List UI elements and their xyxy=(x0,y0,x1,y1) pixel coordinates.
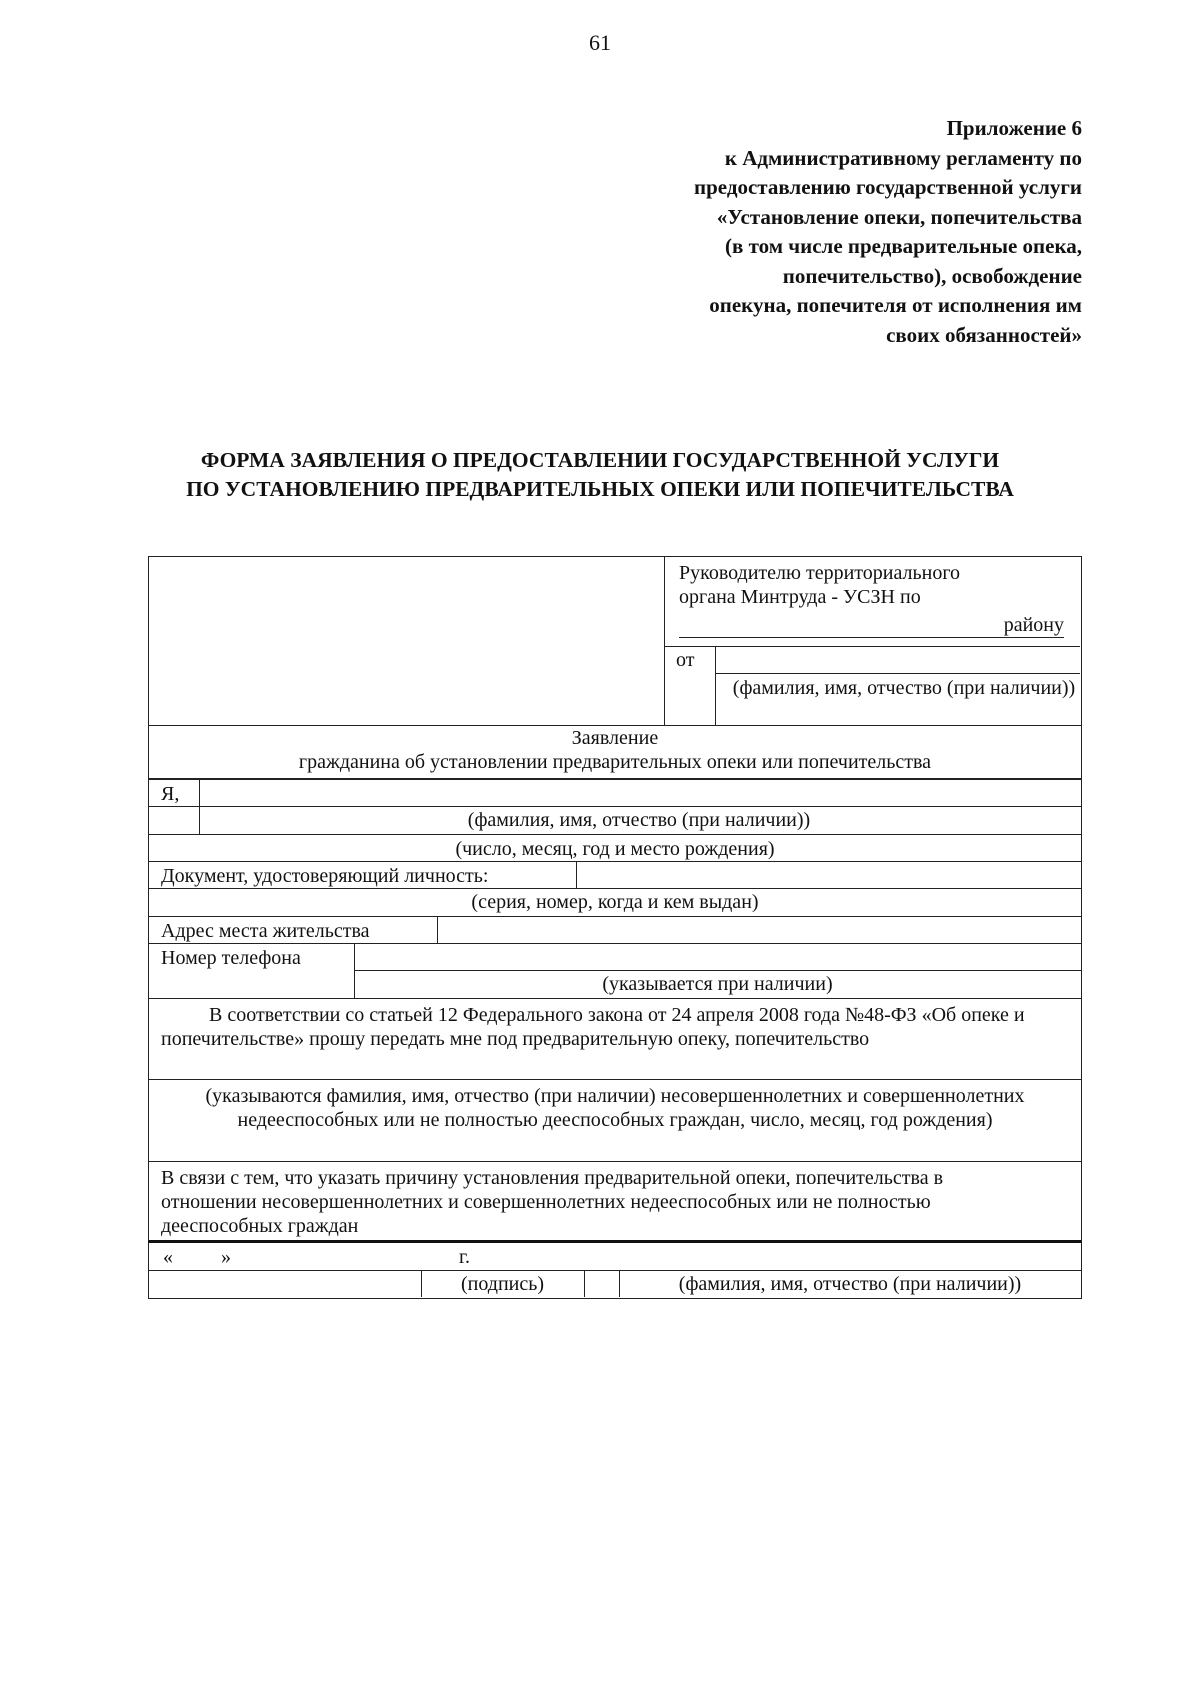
page-number: 61 xyxy=(589,30,611,55)
document-block xyxy=(148,861,1082,917)
wards-hint: (указываются фамилия, имя, отчество (при наличии) несовершеннолетних и совершеннолетних недееспособных или не полностью дееспособных граждан, число, месяц, год рождения) xyxy=(205,1085,1025,1131)
statement-subtitle: гражданина об установлении предварительных опеки или попечительства xyxy=(298,751,932,773)
i-label: Я, xyxy=(161,783,180,805)
signature-fio-hint: (фамилия, имя, отчество (при наличии)) xyxy=(678,1273,1022,1295)
birth-hint: (число, месяц, год и место рождения) xyxy=(455,838,775,860)
form-title-line: ФОРМА ЗАЯВЛЕНИЯ О ПРЕДОСТАВЛЕНИИ ГОСУДАРСТВЕННОЙ УСЛУГИ xyxy=(200,448,1000,472)
fio-hint: (фамилия, имя, отчество (при наличии)) xyxy=(467,809,811,831)
appendix-line: опекуна, попечителя от исполнения им xyxy=(709,293,1082,317)
appendix-line: Приложение 6 xyxy=(946,116,1082,140)
reason-text: В связи с тем, что указать причину установления предварительной опеки, попечительства в отношении несовершеннолетних и совершеннолетних недееспособных или не полностью дееспособных граждан xyxy=(161,1167,944,1237)
addressee-line: органа Минтруда - УСЗН по xyxy=(679,586,921,608)
appendix-line: (в том числе предварительные опека, xyxy=(725,234,1082,258)
appendix-line: предоставлению государственной услуги xyxy=(694,175,1082,199)
reason-block xyxy=(148,1161,1082,1243)
year-suffix: г. xyxy=(459,1246,470,1268)
request-block xyxy=(148,998,1082,1080)
phone-hint: (указывается при наличии) xyxy=(602,973,833,995)
statement-title: Заявление xyxy=(571,727,659,749)
birth-block xyxy=(148,834,1082,862)
address-label: Адрес места жительства xyxy=(161,920,370,942)
addressee-line: Руководителю территориального xyxy=(679,562,961,584)
appendix-line: к Административному регламенту по xyxy=(724,145,1082,170)
addressee-block xyxy=(148,556,1082,726)
applicant-name-block xyxy=(148,779,1082,835)
form-title xyxy=(0,446,1200,504)
appendix-header xyxy=(562,114,1082,350)
phone-block xyxy=(148,943,1082,999)
quote-open: « xyxy=(163,1246,173,1268)
signature-hint: (подпись) xyxy=(460,1273,545,1295)
from-hint: (фамилия, имя, отчество (при наличии)) xyxy=(732,677,1076,699)
quote-close: » xyxy=(221,1246,231,1268)
form-title-line: ПО УСТАНОВЛЕНИЮ ПРЕДВАРИТЕЛЬНЫХ ОПЕКИ ИЛИ ПОПЕЧИТЕЛЬСТВА xyxy=(186,477,1014,501)
from-label: от xyxy=(676,649,695,671)
request-text: В соответствии со статьей 12 Федерального закона от 24 апреля 2008 года №48-ФЗ «Об опеке и попечительстве» прошу передать мне под предварительную опеку, попечительство xyxy=(161,1004,1025,1050)
wards-block xyxy=(148,1079,1082,1162)
addressee-district: району xyxy=(679,613,1064,638)
phone-label: Номер телефона xyxy=(161,947,301,969)
statement-block xyxy=(148,724,1082,779)
doc-label: Документ, удостоверяющий личность: xyxy=(161,865,489,887)
appendix-line: попечительство), освобождение xyxy=(782,263,1082,288)
appendix-line: «Установление опеки, попечительства xyxy=(716,204,1082,229)
address-block xyxy=(148,916,1082,944)
appendix-line: своих обязанностей» xyxy=(886,322,1082,347)
signature-block xyxy=(148,1243,1082,1299)
doc-hint: (серия, номер, когда и кем выдан) xyxy=(471,891,759,913)
